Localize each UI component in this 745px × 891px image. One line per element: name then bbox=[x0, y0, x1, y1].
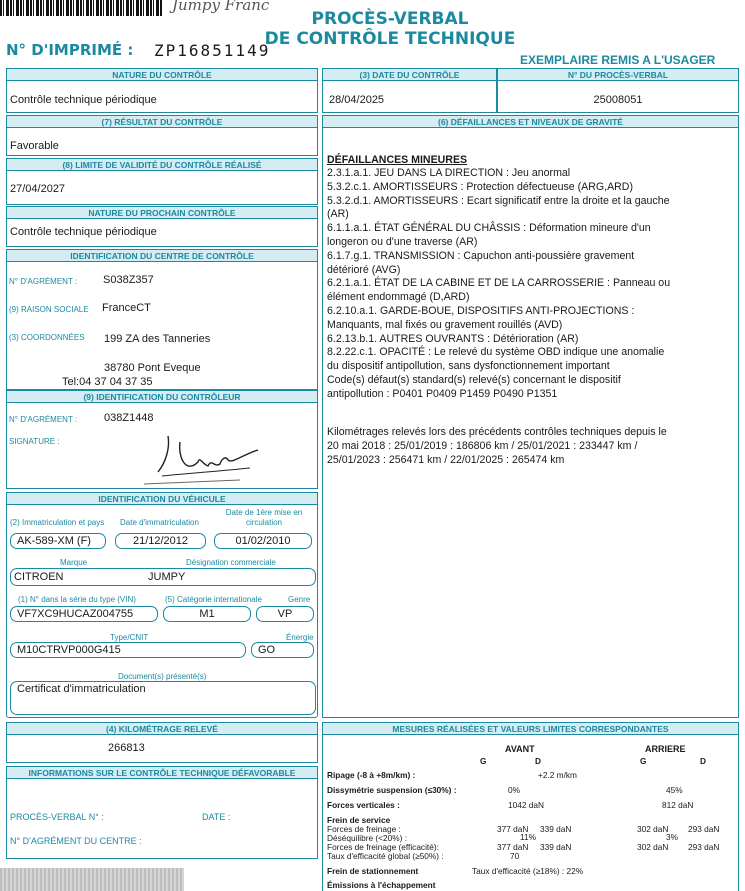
imprime-number: ZP16851149 bbox=[154, 41, 271, 60]
date-field bbox=[322, 81, 497, 113]
defaillance-line: 6.1.7.g.1. TRANSMISSION : Capuchon anti-poussière gravement bbox=[327, 249, 635, 262]
centre-tel: Tel:04 37 04 37 35 bbox=[62, 376, 153, 388]
km-history bbox=[327, 426, 735, 467]
forces-label: Forces verticales : bbox=[327, 800, 400, 810]
defaillance-line: 6.1.1.a.1. ÉTAT GÉNÉRAL DU CHÂSSIS : Déformation mineure d'un bbox=[327, 222, 651, 235]
forces-arriere: 812 daN bbox=[662, 800, 694, 810]
limite-label: (8) LIMITE DE VALIDITÉ DU CONTRÔLE RÉALISÉ bbox=[6, 158, 318, 171]
dissym-label: Dissymétrie suspension (≤30%) : bbox=[327, 785, 457, 795]
defaillance-line: antipollution : P0401 P0409 P1459 P0490 P1351 bbox=[327, 387, 558, 400]
ffe-avant-d: 339 daN bbox=[540, 842, 572, 852]
resultat-value: Favorable bbox=[10, 140, 59, 152]
type-value: M10CTRVP000G415 bbox=[10, 642, 246, 658]
categorie-value: M1 bbox=[163, 606, 251, 622]
km-field bbox=[6, 735, 318, 763]
imprime-label: N° D'IMPRIMÉ : bbox=[6, 41, 134, 59]
arriere-label: ARRIERE bbox=[645, 744, 686, 754]
defaillance-line: Code(s) défaut(s) standard(s) relevé(s) concernant le dispositif bbox=[327, 373, 621, 386]
ff-avant-g: 377 daN bbox=[497, 824, 529, 834]
controleur-agrement-label: N° D'AGRÉMENT : bbox=[9, 415, 78, 424]
deseq-label: Déséquilibre (<20%) : bbox=[327, 833, 408, 843]
limite-field bbox=[6, 171, 318, 205]
defaillance-line: 6.2.1.a.1. ÉTAT DE LA CABINE ET DE LA CARROSSERIE : Panneau ou bbox=[327, 277, 671, 290]
nature-value: Contrôle technique périodique bbox=[10, 94, 157, 106]
defaillance-line: longeron ou d'une traverse (AR) bbox=[327, 235, 478, 248]
defaillances-label: (6) DÉFAILLANCES ET NIVEAUX DE GRAVITÉ bbox=[322, 115, 739, 128]
immat-label: (2) Immatriculation et pays bbox=[10, 518, 105, 527]
energie-value: GO bbox=[251, 642, 314, 658]
defaillance-line: 6.2.10.a.1. GARDE-BOUE, DISPOSITIFS ANTI-PROJECTIONS : bbox=[327, 304, 635, 317]
prochain-value: Contrôle technique périodique bbox=[10, 226, 157, 238]
avant-d: D bbox=[535, 756, 541, 766]
genre-value: VP bbox=[256, 606, 314, 622]
km-history-line: 20 mai 2018 : 25/01/2019 : 186806 km / 25/01/2021 : 233447 km / bbox=[327, 439, 638, 452]
date-value: 28/04/2025 bbox=[329, 94, 385, 106]
signature-image bbox=[140, 428, 270, 488]
pv-value: 25008051 bbox=[593, 94, 643, 106]
documents-label: Document(s) présenté(s) bbox=[118, 672, 207, 681]
date-label: (3) DATE DU CONTRÔLE bbox=[322, 68, 497, 81]
title-line1: PROCÈS-VERBAL bbox=[311, 9, 469, 29]
avant-label: AVANT bbox=[505, 744, 535, 754]
type-label: Type/CNIT bbox=[110, 633, 149, 642]
title-line2: DE CONTRÔLE TECHNIQUE bbox=[264, 29, 516, 49]
resultat-field bbox=[6, 128, 318, 156]
marque-value: CITROEN bbox=[14, 571, 64, 583]
km-value: 266813 bbox=[108, 742, 145, 754]
energie-label: Énergie bbox=[286, 633, 314, 642]
centre-address1: 199 ZA des Tanneries bbox=[104, 333, 211, 345]
designation-label: Désignation commerciale bbox=[186, 558, 276, 567]
defaillance-line: Manquants, mal fixés ou gravement rouillés (AVD) bbox=[327, 318, 563, 331]
pv-field bbox=[497, 81, 739, 113]
vehicule-label: IDENTIFICATION DU VÉHICULE bbox=[6, 492, 318, 505]
defaillance-line: élément endommagé (D,ARD) bbox=[327, 291, 470, 304]
centre-coord-label: (3) COORDONNÉES bbox=[9, 333, 85, 342]
ripage-label: Ripage (-8 à +8m/km) : bbox=[327, 770, 416, 780]
immat-value: AK-589-XM (F) bbox=[10, 533, 106, 549]
km-label: (4) KILOMÉTRAGE RELEVÉ bbox=[6, 722, 318, 735]
prochain-field bbox=[6, 219, 318, 247]
defaillances-list bbox=[327, 167, 735, 402]
ffe-avant-g: 377 daN bbox=[497, 842, 529, 852]
centre-address2: 38780 Pont Eveque bbox=[104, 362, 201, 374]
signature-label: SIGNATURE : bbox=[9, 437, 60, 446]
frein-service-label: Frein de service bbox=[327, 815, 391, 825]
arriere-d: D bbox=[700, 756, 706, 766]
ff-label: Forces de freinage : bbox=[327, 824, 401, 834]
deseq-avant: 11% bbox=[520, 832, 536, 842]
centre-label: IDENTIFICATION DU CENTRE DE CONTRÔLE bbox=[6, 249, 318, 262]
ff-avant-d: 339 daN bbox=[540, 824, 572, 834]
centre-raison-label: (9) RAISON SOCIALE bbox=[9, 305, 89, 314]
defavorable-agrement-label: N° D'AGRÉMENT DU CENTRE : bbox=[10, 836, 142, 846]
defavorable-date-label: DATE : bbox=[202, 812, 231, 822]
km-history-line: 25/01/2023 : 256471 km / 22/01/2025 : 265474 km bbox=[327, 453, 565, 466]
defavorable-pv-label: PROCÈS-VERBAL N° : bbox=[10, 812, 104, 822]
defaillance-line: du dispositif antipollution, sans dysfonctionnement important bbox=[327, 360, 610, 373]
centre-agrement: S038Z357 bbox=[103, 274, 154, 286]
limite-value: 27/04/2027 bbox=[10, 183, 66, 195]
arriere-g: G bbox=[640, 756, 647, 766]
forces-avant: 1042 daN bbox=[508, 800, 544, 810]
km-history-line: Kilométrages relevés lors des précédents contrôles techniques depuis le bbox=[327, 426, 667, 438]
defaillance-line: 5.3.2.d.1. AMORTISSEURS : Ecart significatif entre la droite et la gauche bbox=[327, 194, 670, 207]
defaillance-line: 2.3.1.a.1. JEU DANS LA DIRECTION : Jeu anormal bbox=[327, 167, 571, 179]
centre-agrement-label: N° D'AGRÉMENT : bbox=[9, 277, 78, 286]
exemplaire-label: EXEMPLAIRE REMIS A L'USAGER bbox=[520, 53, 716, 67]
prochain-label: NATURE DU PROCHAIN CONTRÔLE bbox=[6, 206, 318, 219]
genre-label: Genre bbox=[288, 595, 311, 604]
dissym-arriere: 45% bbox=[666, 785, 683, 795]
defaillances-heading: DÉFAILLANCES MINEURES bbox=[327, 154, 468, 166]
barcode bbox=[0, 0, 162, 16]
categorie-label: (5) Catégorie internationale bbox=[165, 595, 262, 604]
nature-field bbox=[6, 81, 318, 113]
defaillance-line: 8.2.22.c.1. OPACITÉ : Le relevé du système OBD indique une anomalie bbox=[327, 346, 665, 359]
mesures-label: MESURES RÉALISÉES ET VALEURS LIMITES CORRESPONDANTES bbox=[322, 722, 739, 735]
documents-value: Certificat d'immatriculation bbox=[10, 681, 316, 715]
taux-label: Taux d'efficacité global (≥50%) : bbox=[327, 851, 444, 861]
defaillance-line: détérioré (AVG) bbox=[327, 263, 401, 276]
defaillance-line: 6.2.13.b.1. AUTRES OUVRANTS : Détérioration (AR) bbox=[327, 332, 579, 345]
date-immat-label: Date d'immatriculation bbox=[120, 518, 199, 527]
defaillance-line: 5.3.2.c.1. AMORTISSEURS : Protection défectueuse (ARG,ARD) bbox=[327, 180, 633, 193]
controleur-agrement: 038Z1448 bbox=[104, 412, 154, 424]
handwritten-note: Jumpy Franc bbox=[172, 0, 270, 14]
ripage-value: +2.2 m/km bbox=[538, 770, 577, 780]
ff-arriere-g: 302 daN bbox=[637, 824, 669, 834]
stationnement-label: Frein de stationnement bbox=[327, 866, 419, 876]
deseq-arriere: 3% bbox=[666, 832, 678, 842]
defavorable-label: INFORMATIONS SUR LE CONTRÔLE TECHNIQUE DÉFAVORABLE bbox=[6, 766, 318, 779]
stationnement-value: Taux d'efficacité (≥18%) : 22% bbox=[472, 866, 584, 876]
controleur-label: (9) IDENTIFICATION DU CONTRÔLEUR bbox=[6, 390, 318, 403]
premiere-label: Date de 1ère mise en circulation bbox=[225, 508, 303, 527]
vin-value: VF7XC9HUCAZ004755 bbox=[10, 606, 158, 622]
ffe-label: Forces de freinage (efficacité): bbox=[327, 842, 439, 852]
ffe-arriere-d: 293 daN bbox=[688, 842, 720, 852]
dissym-avant: 0% bbox=[508, 785, 520, 795]
centre-raison: FranceCT bbox=[102, 302, 151, 314]
bottom-stripe bbox=[0, 868, 184, 891]
vin-label: (1) N° dans la série du type (VIN) bbox=[18, 595, 136, 604]
premiere-value: 01/02/2010 bbox=[214, 533, 312, 549]
taux-value: 70 bbox=[510, 851, 520, 861]
marque-label: Marque bbox=[60, 558, 88, 567]
resultat-label: (7) RÉSULTAT DU CONTRÔLE bbox=[6, 115, 318, 128]
avant-g: G bbox=[480, 756, 487, 766]
designation-value: JUMPY bbox=[148, 571, 186, 583]
emissions-label: Émissions à l'échappement bbox=[327, 880, 436, 890]
ffe-arriere-g: 302 daN bbox=[637, 842, 669, 852]
defaillance-line: (AR) bbox=[327, 208, 349, 221]
nature-label: NATURE DU CONTRÔLE bbox=[6, 68, 318, 81]
date-immat-value: 21/12/2012 bbox=[115, 533, 206, 549]
pv-label: N° DU PROCÈS-VERBAL bbox=[497, 68, 739, 81]
ff-arriere-d: 293 daN bbox=[688, 824, 720, 834]
